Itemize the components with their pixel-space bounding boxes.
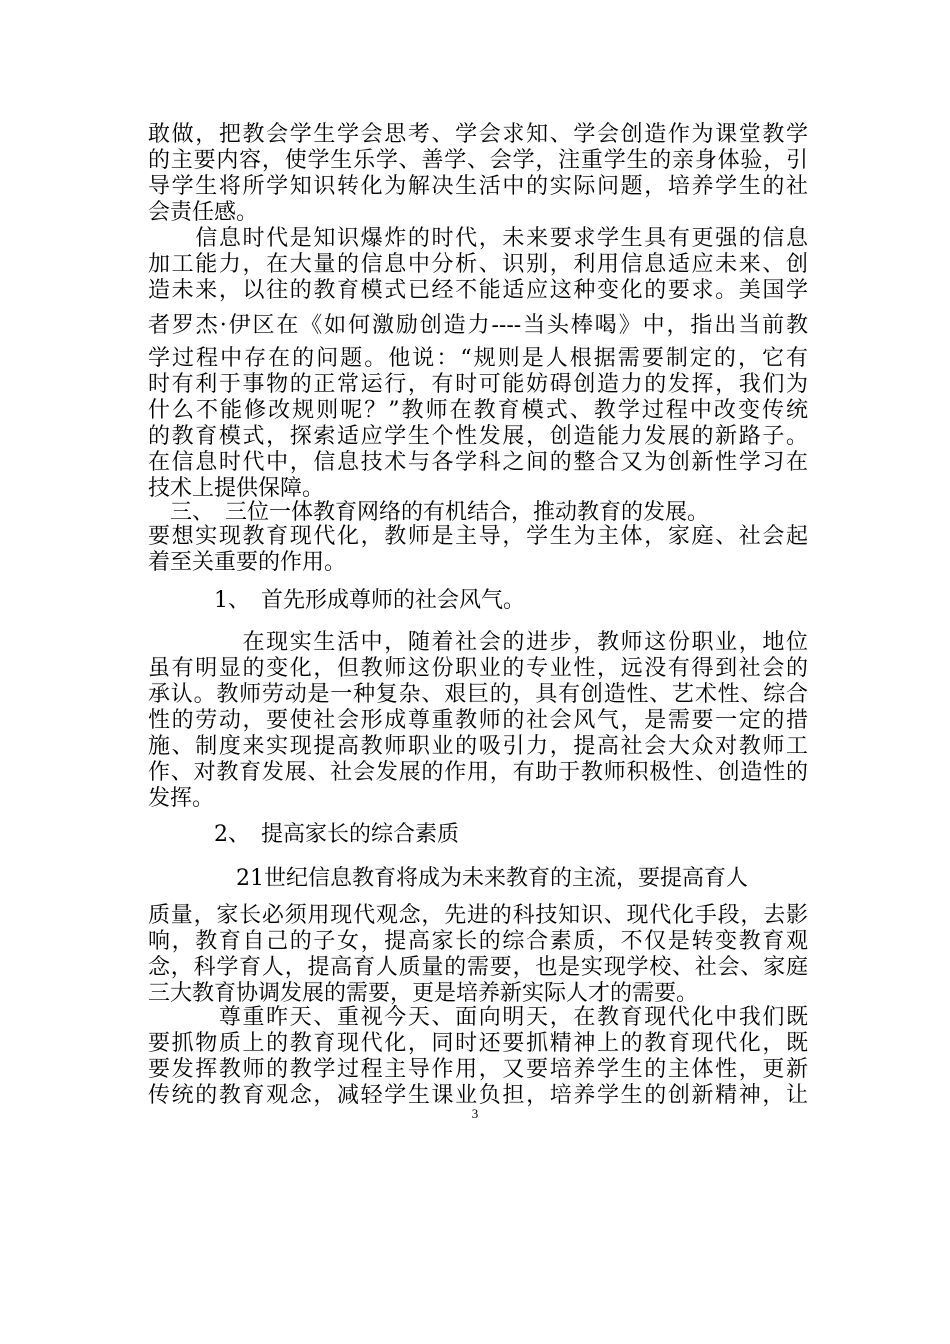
text-line: 质量，家长必须用现代观念，先进的科技知识、现代化手段，去影 [148, 903, 808, 928]
text-line: 导学生将所学知识转化为解决生活中的实际问题，培养学生的社 [148, 174, 808, 199]
text-line: 技术上提供保障。 [148, 476, 325, 501]
text-line: 在现实生活中，随着社会的进步，教师这份职业，地位 [148, 630, 808, 655]
text-line: 什么不能修改规则呢？”教师在教育模式、教学过程中改变传统 [148, 398, 808, 423]
text-line: 者罗杰·伊区在《如何激励创造力----当头棒喝》中，指出当前教 [148, 313, 808, 338]
text-line: 念，科学育人，提高育人质量的需要，也是实现学校、社会、家庭 [148, 955, 808, 980]
text-line: 要抓物质上的教育现代化，同时还要抓精神上的教育现代化，既 [148, 1031, 808, 1056]
text-line: 响，教育自己的子女，提高家长的综合素质，不仅是转变教育观 [148, 929, 808, 954]
text-line: 三大教育协调发展的需要，更是培养新实际人才的需要。 [148, 981, 699, 1006]
text-line: 会责任感。 [148, 200, 259, 225]
text-line: 尊重昨天、重视今天、面向明天，在教育现代化中我们既 [148, 1005, 808, 1030]
text-line: 的主要内容，使学生乐学、善学、会学，注重学生的亲身体验，引 [148, 148, 808, 173]
text-line: 虽有明显的变化，但教师这份职业的专业性，远没有得到社会的 [148, 656, 808, 681]
text-line: 性的劳动，要使社会形成尊重教师的社会风气，是需要一定的措 [148, 708, 808, 733]
text-line: 加工能力，在大量的信息中分析、识别，利用信息适应未来、创 [148, 252, 808, 277]
text-line: 作、对教育发展、社会发展的作用，有助于教师积极性、创造性的 [148, 760, 808, 785]
text-line: 时有利于事物的正常运行，有时可能妨碍创造力的发挥，我们为 [148, 372, 808, 397]
text-line: 施、制度来实现提高教师职业的吸引力，提高社会大众对教师工 [148, 734, 808, 759]
text-line: 传统的教育观念，减轻学生课业负担，培养学生的创新精神，让 [148, 1083, 808, 1108]
section-heading: 三、 三位一体教育网络的有机结合，推动教育的发展。 [148, 500, 710, 525]
page-number: 3 [471, 1106, 479, 1121]
text-line: 学过程中存在的问题。他说：“规则是人根据需要制定的，它有 [148, 346, 808, 371]
subsection-heading: 1、 首先形成尊师的社会风气。 [148, 588, 525, 613]
subsection-heading: 2、 提高家长的综合素质 [148, 822, 459, 847]
text-line: 信息时代是知识爆炸的时代，未来要求学生具有更强的信息 [148, 226, 808, 251]
text-line: 的教育模式，探索适应学生个性发展，创造能力发展的新路子。 [148, 424, 808, 449]
text-line: 要想实现教育现代化，教师是主导，学生为主体，家庭、社会起 [148, 524, 808, 549]
text-line: 敢做，把教会学生学会思考、学会求知、学会创造作为课堂教学 [148, 122, 808, 147]
text-line: 造未来，以往的教育模式已经不能适应这种变化的要求。美国学 [148, 278, 808, 303]
text-line: 21世纪信息教育将成为未来教育的主流，要提高育人 [148, 866, 748, 891]
text-line: 发挥。 [148, 786, 215, 811]
text-line: 着至关重要的作用。 [148, 550, 347, 575]
text-line: 要发挥教师的教学过程主导作用，又要培养学生的主体性，更新 [148, 1057, 808, 1082]
text-line: 在信息时代中，信息技术与各学科之间的整合又为创新性学习在 [148, 450, 808, 475]
text-line: 承认。教师劳动是一种复杂、艰巨的，具有创造性、艺术性、综合 [148, 682, 808, 707]
